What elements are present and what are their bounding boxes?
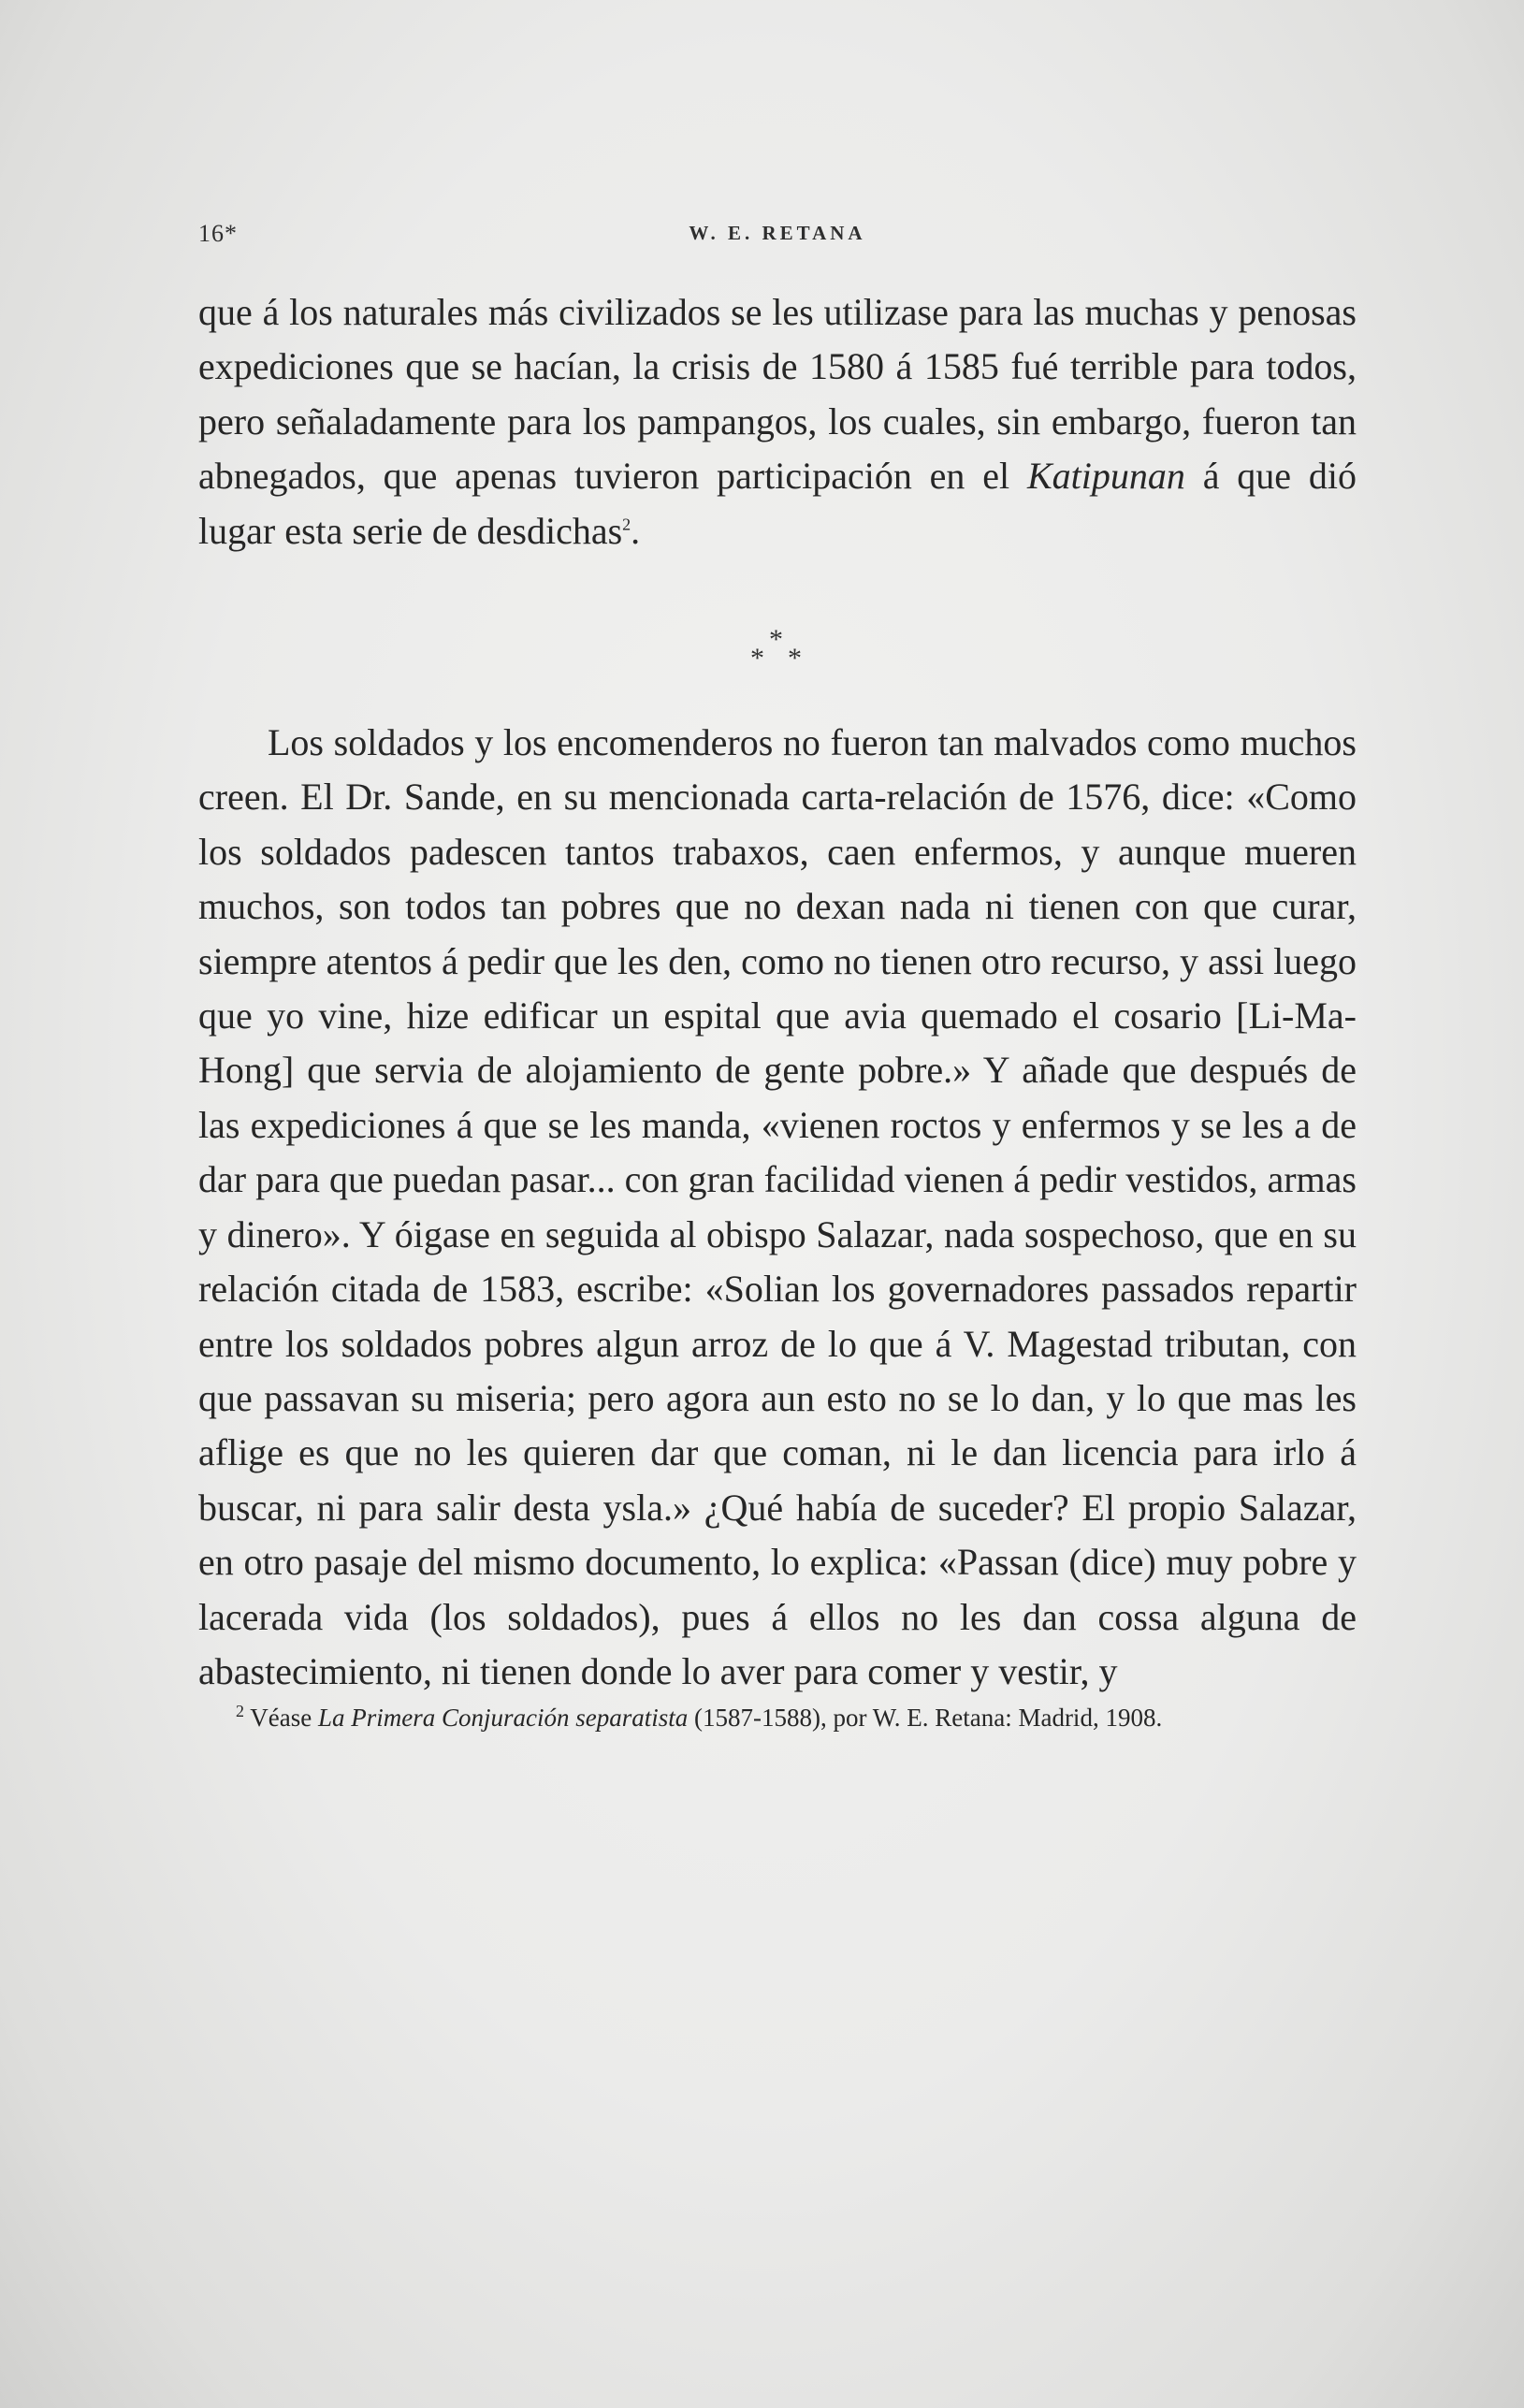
header-author: W. E. RETANA [689, 222, 866, 244]
footnote-title: La Primera Conjuración separatista [317, 1704, 689, 1733]
text-block [198, 285, 1357, 1736]
page-number: 16* [198, 220, 238, 247]
asterisk-right: * [788, 643, 802, 675]
paragraph-1-end: á que dió lugar esta serie de desdichas [198, 455, 1357, 552]
asterisk-left: * [750, 643, 764, 675]
footnote [198, 1699, 1357, 1736]
footnote-tail: (1587-1588), por W. E. Retana: Madrid, 1908. [688, 1704, 1163, 1733]
katipunan-term: Katipunan [1026, 455, 1185, 498]
asterisk-top: * [769, 624, 783, 656]
paragraph-1 [198, 285, 1357, 558]
asterism-separator [198, 558, 1357, 716]
footnote-lead: Véase [250, 1704, 318, 1733]
paragraph-1-final-punct: . [631, 509, 641, 552]
running-head [198, 220, 1357, 257]
footnote-reference: 2 [622, 515, 631, 534]
footnote-marker: 2 [236, 1702, 244, 1721]
paragraph-1-text: que á los naturales más civilizados se les utilizase para las muchas y penosas expediciones que se hacían, la crisis de 1580 á 1585 fué terrible para todos, pero señaladamente para los pampangos, los cuales, sin embargo, fueron tan abnegados, que apenas tuvieron participación en el [198, 291, 1357, 498]
paragraph-2: Los soldados y los encomenderos no fueron tan malvados como muchos creen. El Dr. Sande, en su mencionada carta-relación de 1576, dice: «Como los soldados padescen tantos trabaxos, caen enfermos, y aunque mueren muchos, son todos tan pobres que no dexan nada ni tienen con que curar, siempre atentos á pedir que les den, como no tienen otro recurso, y assi luego que yo vine, hize edificar un espital que avia quemado el cosario [Li-Ma-Hong] que servia de alojamiento de gente pobre.» Y añade que después de las expediciones á que se les manda, «vienen roctos y enfermos y se les a de dar para que puedan pasar... con gran facilidad vienen á pedir vestidos, armas y dinero». Y óigase en seguida al obispo Salazar, nada sospechoso, que en su relación citada de 1583, escribe: «Solian los governadores passados repartir entre los soldados pobres algun arroz de lo que á V. Magestad tributan, con que passavan su miseria; pero agora aun esto no se lo dan, y lo que mas les aflige es que no les quieren dar que coman, ni le dan licencia para irlo á buscar, ni para salir desta ysla.» ¿Qué había de suceder? El propio Salazar, en otro pasaje del mismo documento, lo explica: «Passan (dice) muy pobre y lacerada vida (los soldados), pues á ellos no les dan cossa alguna de abastecimiento, ni tienen donde lo aver para comer y vestir, y [198, 721, 1357, 1692]
